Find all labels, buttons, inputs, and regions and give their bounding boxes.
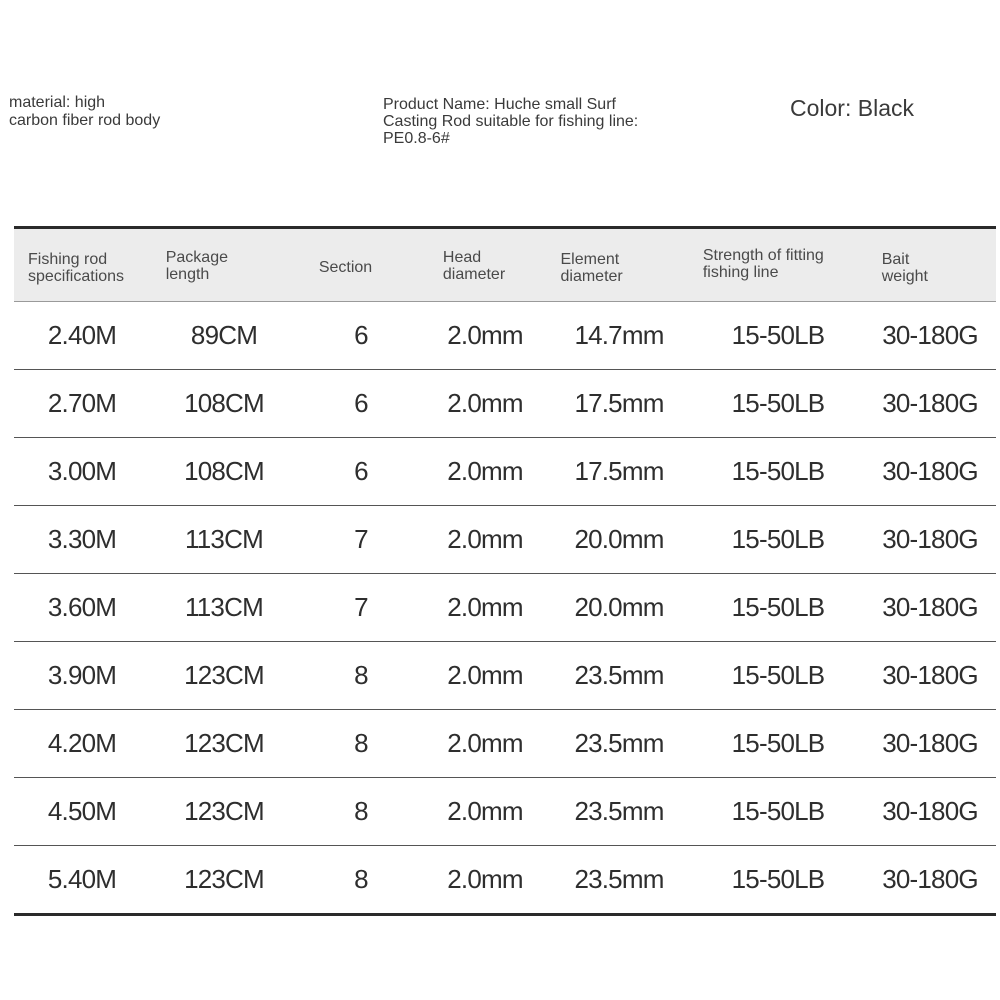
cell-package-length: 123CM — [184, 660, 264, 690]
cell-specification: 5.40M — [47, 864, 117, 894]
cell-bait-weight: 30-180G — [882, 524, 978, 554]
cell-head-diameter: 2.0mm — [447, 864, 523, 894]
cell-section: 8 — [354, 728, 368, 758]
header-element-diameter: Element diameter — [560, 251, 623, 285]
table-row — [14, 302, 996, 370]
cell-package-length: 108CM — [184, 456, 264, 486]
cell-element-diameter: 20.0mm — [574, 592, 664, 622]
cell-bait-weight: 30-180G — [882, 592, 978, 622]
cell-package-length: 123CM — [184, 864, 264, 894]
header-bait-weight: Bait weight — [881, 251, 928, 285]
cell-package-length: 89CM — [190, 320, 258, 350]
cell-specification: 2.70M — [47, 388, 117, 418]
table-row — [14, 710, 996, 778]
cell-head-diameter: 2.0mm — [447, 660, 523, 690]
cell-bait-weight: 30-180G — [882, 320, 978, 350]
cell-element-diameter: 23.5mm — [574, 728, 664, 758]
cell-section: 6 — [354, 388, 368, 418]
cell-head-diameter: 2.0mm — [447, 728, 523, 758]
cell-section: 8 — [354, 660, 368, 690]
cell-section: 8 — [354, 864, 368, 894]
cell-head-diameter: 2.0mm — [447, 524, 523, 554]
table-row — [14, 574, 996, 642]
cell-specification: 3.00M — [47, 456, 117, 486]
table-row — [14, 778, 996, 846]
spec-table — [14, 226, 996, 916]
cell-package-length: 108CM — [184, 388, 264, 418]
cell-section: 7 — [354, 592, 368, 622]
table-row — [14, 846, 996, 916]
cell-line-strength: 15-50LB — [731, 660, 825, 690]
cell-element-diameter: 17.5mm — [574, 456, 664, 486]
cell-specification: 3.30M — [47, 524, 117, 554]
table-row — [14, 370, 996, 438]
cell-specification: 3.90M — [47, 660, 117, 690]
cell-line-strength: 15-50LB — [731, 524, 825, 554]
cell-element-diameter: 20.0mm — [574, 524, 664, 554]
cell-bait-weight: 30-180G — [882, 864, 978, 894]
cell-head-diameter: 2.0mm — [447, 320, 523, 350]
table-header — [14, 229, 996, 302]
cell-line-strength: 15-50LB — [731, 320, 825, 350]
cell-head-diameter: 2.0mm — [447, 456, 523, 486]
table-row — [14, 642, 996, 710]
table-body — [14, 302, 996, 916]
cell-bait-weight: 30-180G — [882, 796, 978, 826]
header-line-strength: Strength of fitting fishing line — [702, 247, 824, 281]
cell-bait-weight: 30-180G — [882, 388, 978, 418]
cell-package-length: 113CM — [185, 592, 263, 622]
cell-line-strength: 15-50LB — [731, 864, 825, 894]
table-row — [14, 506, 996, 574]
cell-line-strength: 15-50LB — [731, 728, 825, 758]
cell-line-strength: 15-50LB — [731, 796, 825, 826]
header-package-length: Package length — [165, 249, 228, 283]
cell-head-diameter: 2.0mm — [447, 592, 523, 622]
cell-line-strength: 15-50LB — [731, 388, 825, 418]
cell-section: 7 — [354, 524, 368, 554]
color-text: Color: Black — [790, 95, 914, 121]
cell-bait-weight: 30-180G — [882, 456, 978, 486]
cell-specification: 4.20M — [47, 728, 117, 758]
header-section: Section — [318, 259, 373, 276]
cell-package-length: 113CM — [185, 524, 263, 554]
table-row — [14, 438, 996, 506]
cell-package-length: 123CM — [184, 728, 264, 758]
cell-section: 8 — [354, 796, 368, 826]
cell-section: 6 — [354, 456, 368, 486]
cell-element-diameter: 23.5mm — [574, 864, 664, 894]
header-head-diameter: Head diameter — [442, 249, 506, 283]
cell-bait-weight: 30-180G — [882, 660, 978, 690]
cell-bait-weight: 30-180G — [882, 728, 978, 758]
cell-element-diameter: 14.7mm — [574, 320, 664, 350]
cell-head-diameter: 2.0mm — [447, 796, 523, 826]
header-specifications: Fishing rod specifications — [28, 251, 125, 285]
cell-specification: 3.60M — [47, 592, 117, 622]
cell-line-strength: 15-50LB — [731, 592, 825, 622]
cell-element-diameter: 17.5mm — [574, 388, 664, 418]
cell-element-diameter: 23.5mm — [574, 660, 664, 690]
cell-element-diameter: 23.5mm — [574, 796, 664, 826]
cell-head-diameter: 2.0mm — [447, 388, 523, 418]
cell-specification: 2.40M — [47, 320, 117, 350]
material-text: material: high carbon fiber rod body — [9, 94, 161, 129]
product-name-text: Product Name: Huche small Surf Casting Rod suitable for fishing line: PE0.8-6# — [383, 96, 639, 147]
cell-section: 6 — [354, 320, 368, 350]
cell-line-strength: 15-50LB — [731, 456, 825, 486]
cell-specification: 4.50M — [47, 796, 117, 826]
cell-package-length: 123CM — [184, 796, 264, 826]
